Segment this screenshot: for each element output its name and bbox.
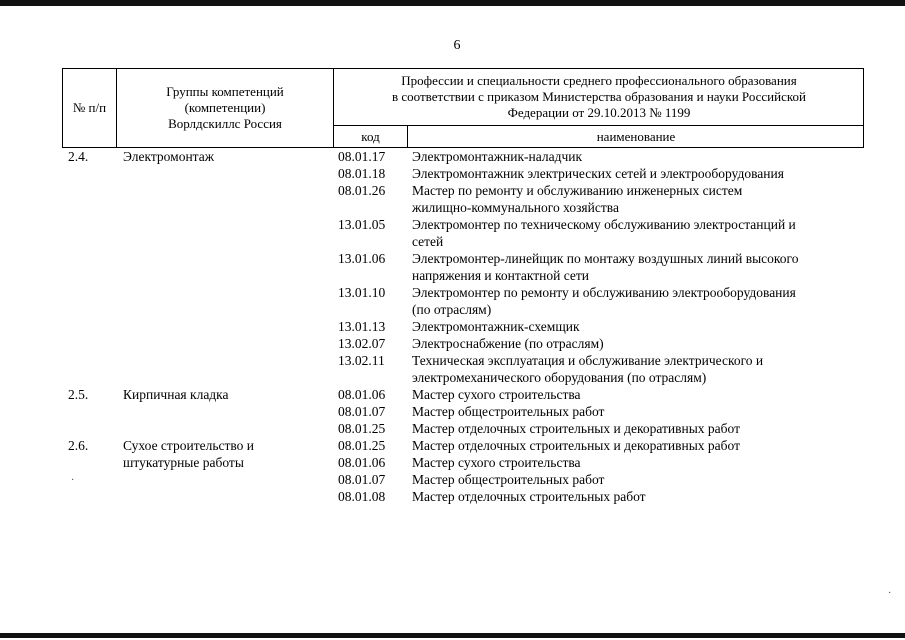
profession-name-line: Мастер общестроительных работ <box>412 472 605 487</box>
profession-code: 08.01.17 <box>338 149 386 164</box>
profession-code: 13.01.13 <box>338 319 386 334</box>
table-row <box>62 386 864 403</box>
row-number: 2.6. <box>68 438 89 453</box>
header-group <box>117 75 333 141</box>
profession-name-line: жилищно-коммунального хозяйства <box>412 200 619 215</box>
table-row <box>62 471 864 488</box>
page-number: 6 <box>453 38 461 53</box>
profession-code: 13.02.07 <box>338 336 386 351</box>
profession-name-line: Мастер отделочных строительных и декоративных работ <box>412 438 740 453</box>
profession-name <box>412 284 862 318</box>
table-row <box>62 454 864 471</box>
profession-code: 13.01.05 <box>338 217 386 232</box>
row-number: 2.4. <box>68 149 89 164</box>
competence-group <box>123 437 328 454</box>
profession-name-line: электромеханического оборудования (по отраслям) <box>412 370 707 385</box>
competence-group-line: Сухое строительство и <box>123 438 255 453</box>
table-row <box>62 165 864 182</box>
profession-name-line: Мастер сухого строительства <box>412 455 581 470</box>
table-header <box>62 68 864 148</box>
profession-name-line: Техническая эксплуатация и обслуживание электрического и <box>412 353 764 368</box>
profession-name-line: Электромонтер по техническому обслуживанию электростанций и <box>412 217 796 232</box>
profession-name <box>412 165 862 182</box>
profession-name-line: Мастер сухого строительства <box>412 387 581 402</box>
profession-name <box>412 352 862 386</box>
profession-name-line: Мастер отделочных строительных работ <box>412 489 646 504</box>
profession-name-line: Электромонтер по ремонту и обслуживанию электрооборудования <box>412 285 796 300</box>
competence-table <box>62 68 864 505</box>
competence-group <box>123 454 328 471</box>
bottom-border <box>0 633 905 638</box>
profession-name-line: напряжения и контактной сети <box>412 268 590 283</box>
header-group-line: Группы компетенций <box>166 84 284 99</box>
profession-code: 08.01.26 <box>338 183 386 198</box>
profession-name-line: Мастер общестроительных работ <box>412 404 605 419</box>
profession-code: 08.01.06 <box>338 455 386 470</box>
table-body <box>62 148 864 505</box>
profession-code: 13.02.11 <box>338 353 385 368</box>
profession-name-line: Электромонтажник-наладчик <box>412 149 583 164</box>
table-row <box>62 216 864 250</box>
header-code: код <box>361 128 380 144</box>
profession-code: 13.01.10 <box>338 285 386 300</box>
table-row <box>62 437 864 454</box>
profession-code: 08.01.25 <box>338 438 386 453</box>
profession-name-line: (по отраслям) <box>412 302 492 317</box>
profession-name-line: Электромонтер-линейщик по монтажу воздушных линий высокого <box>412 251 799 266</box>
profession-name-line: Электромонтажник электрических сетей и электрооборудования <box>412 166 784 181</box>
profession-name-line: Мастер отделочных строительных и декоративных работ <box>412 421 740 436</box>
header-professions <box>334 71 864 123</box>
profession-code: 08.01.08 <box>338 489 386 504</box>
table-row <box>62 250 864 284</box>
profession-name <box>412 488 862 505</box>
table-row <box>62 352 864 386</box>
table-row <box>62 182 864 216</box>
profession-name <box>412 471 862 488</box>
profession-name <box>412 250 862 284</box>
competence-group <box>123 148 328 165</box>
profession-name <box>412 420 862 437</box>
competence-group-line: Кирпичная кладка <box>123 387 229 402</box>
header-prof-line: Федерации от 29.10.2013 № 1199 <box>507 105 691 120</box>
header-group-line: (компетенции) <box>184 100 266 115</box>
table-row <box>62 420 864 437</box>
table-row <box>62 284 864 318</box>
header-prof-line: в соответствии с приказом Министерства образования и науки Российской <box>392 89 806 104</box>
profession-code: 08.01.07 <box>338 472 386 487</box>
profession-name <box>412 386 862 403</box>
profession-code: 08.01.25 <box>338 421 386 436</box>
profession-name <box>412 182 862 216</box>
profession-code: 13.01.06 <box>338 251 386 266</box>
profession-code: 08.01.18 <box>338 166 386 181</box>
profession-name-line: сетей <box>412 234 444 249</box>
table-row <box>62 403 864 420</box>
profession-code: 08.01.07 <box>338 404 386 419</box>
profession-name <box>412 318 862 335</box>
table-row <box>62 318 864 335</box>
header-prof-line: Профессии и специальности среднего профессионального образования <box>401 73 797 88</box>
profession-name <box>412 335 862 352</box>
competence-group-line: Электромонтаж <box>123 149 215 164</box>
header-num: № п/п <box>72 100 107 115</box>
profession-code: 08.01.06 <box>338 387 386 402</box>
profession-name <box>412 437 862 454</box>
table-row <box>62 335 864 352</box>
row-number: 2.5. <box>68 387 89 402</box>
table-row <box>62 148 864 165</box>
profession-name <box>412 454 862 471</box>
profession-name <box>412 148 862 165</box>
scan-speck: · <box>71 475 75 486</box>
profession-name <box>412 403 862 420</box>
profession-name-line: Мастер по ремонту и обслуживанию инженерных систем <box>412 183 743 198</box>
competence-group-line: штукатурные работы <box>123 455 244 470</box>
header-group-line: Ворлдскиллс Россия <box>168 116 282 131</box>
profession-name <box>412 216 862 250</box>
header-name: наименование <box>596 128 676 144</box>
table-row <box>62 488 864 505</box>
profession-name-line: Электроснабжение (по отраслям) <box>412 336 604 351</box>
top-border <box>0 0 905 6</box>
profession-name-line: Электромонтажник-схемщик <box>412 319 580 334</box>
competence-group <box>123 386 328 403</box>
scan-speck: · <box>888 588 892 599</box>
